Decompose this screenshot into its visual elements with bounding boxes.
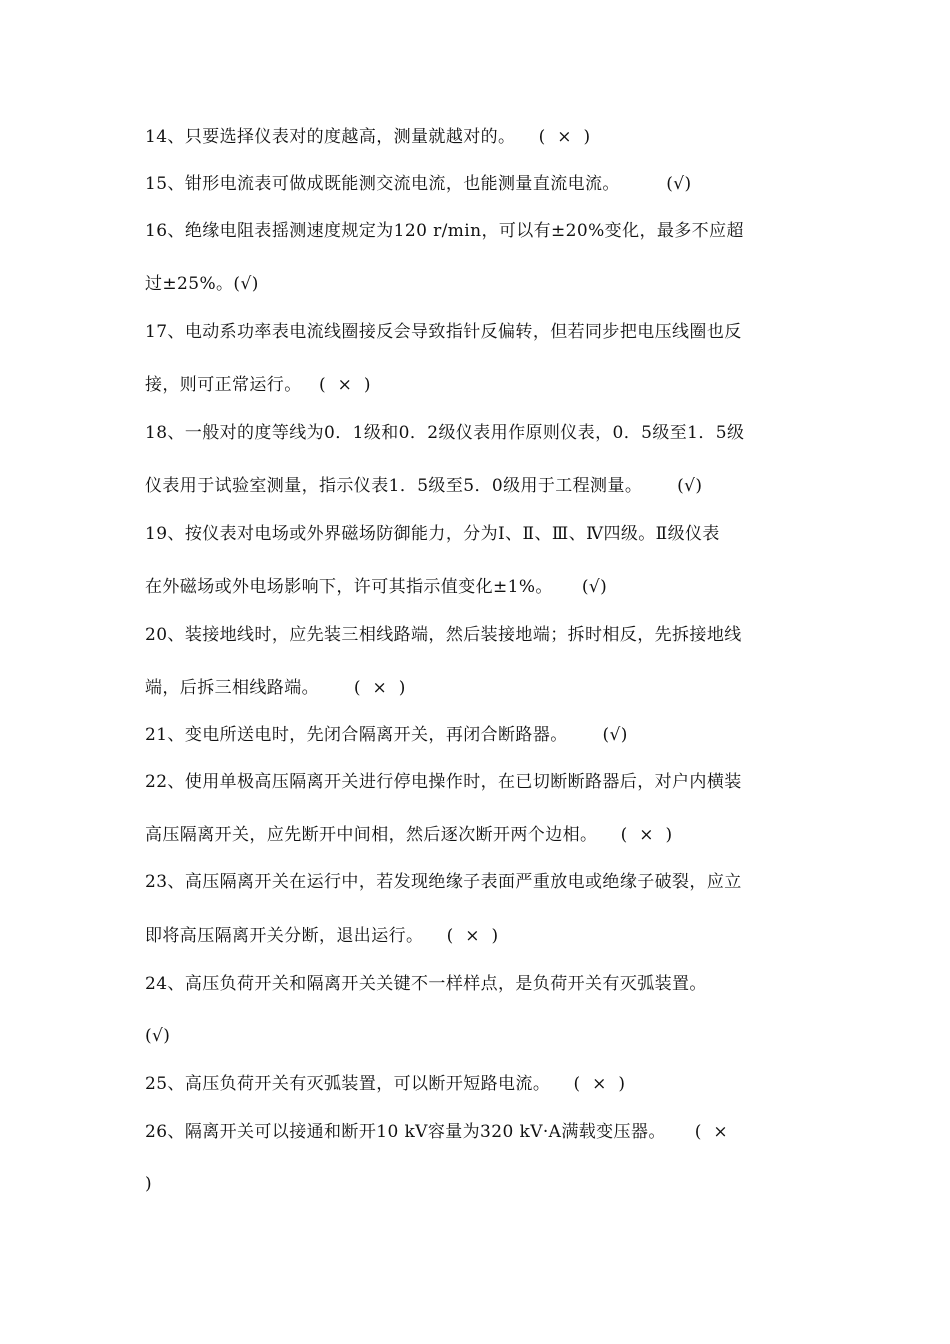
question-16-line-1: 16、绝缘电阻表摇测速度规定为120 r/min，可以有±20%变化，最多不应超	[145, 221, 744, 241]
question-17-line-2: 接，则可正常运行。 ( × )	[145, 375, 371, 395]
question-18-line-1: 18、一般对的度等线为0．1级和0．2级仪表用作原则仪表，0．5级至1．5级	[145, 423, 745, 443]
question-24-line-2: (√)	[145, 1026, 171, 1046]
question-15: 15、钳形电流表可做成既能测交流电流，也能测量直流电流。 (√)	[145, 174, 692, 194]
question-22-line-1: 22、使用单极高压隔离开关进行停电操作时，在已切断断路器后，对户内横装	[145, 772, 742, 792]
question-26-line-2: )	[145, 1174, 153, 1194]
question-26-line-1: 26、隔离开关可以接通和断开10 kV容量为320 kV·A满载变压器。 ( ×	[145, 1122, 729, 1142]
question-23-line-2: 即将高压隔离开关分断，退出运行。 ( × )	[145, 926, 499, 946]
question-20-line-1: 20、装接地线时，应先装三相线路端，然后装接地端；拆时相反，先拆接地线	[145, 625, 742, 645]
question-17-line-1: 17、电动系功率表电流线圈接反会导致指针反偏转，但若同步把电压线圈也反	[145, 322, 742, 342]
question-18-line-2: 仪表用于试验室测量，指示仪表1．5级至5．0级用于工程测量。 (√)	[145, 476, 703, 496]
question-19-line-2: 在外磁场或外电场影响下，许可其指示值变化±1%。 (√)	[145, 577, 608, 597]
question-14: 14、只要选择仪表对的度越高，测量就越对的。 ( × )	[145, 127, 591, 147]
question-16-line-2: 过±25%。(√)	[145, 274, 259, 294]
question-23-line-1: 23、高压隔离开关在运行中，若发现绝缘子表面严重放电或绝缘子破裂，应立	[145, 872, 742, 892]
question-25: 25、高压负荷开关有灭弧装置，可以断开短路电流。 ( × )	[145, 1074, 626, 1094]
question-20-line-2: 端，后拆三相线路端。 ( × )	[145, 678, 406, 698]
question-24-line-1: 24、高压负荷开关和隔离开关关键不一样样点，是负荷开关有灭弧装置。	[145, 974, 707, 994]
question-19-line-1: 19、按仪表对电场或外界磁场防御能力，分为Ⅰ、Ⅱ、Ⅲ、Ⅳ四级。Ⅱ级仪表	[145, 524, 720, 544]
question-21: 21、变电所送电时，先闭合隔离开关，再闭合断路器。 (√)	[145, 725, 628, 745]
question-22-line-2: 高压隔离开关，应先断开中间相，然后逐次断开两个边相。 ( × )	[145, 825, 673, 845]
